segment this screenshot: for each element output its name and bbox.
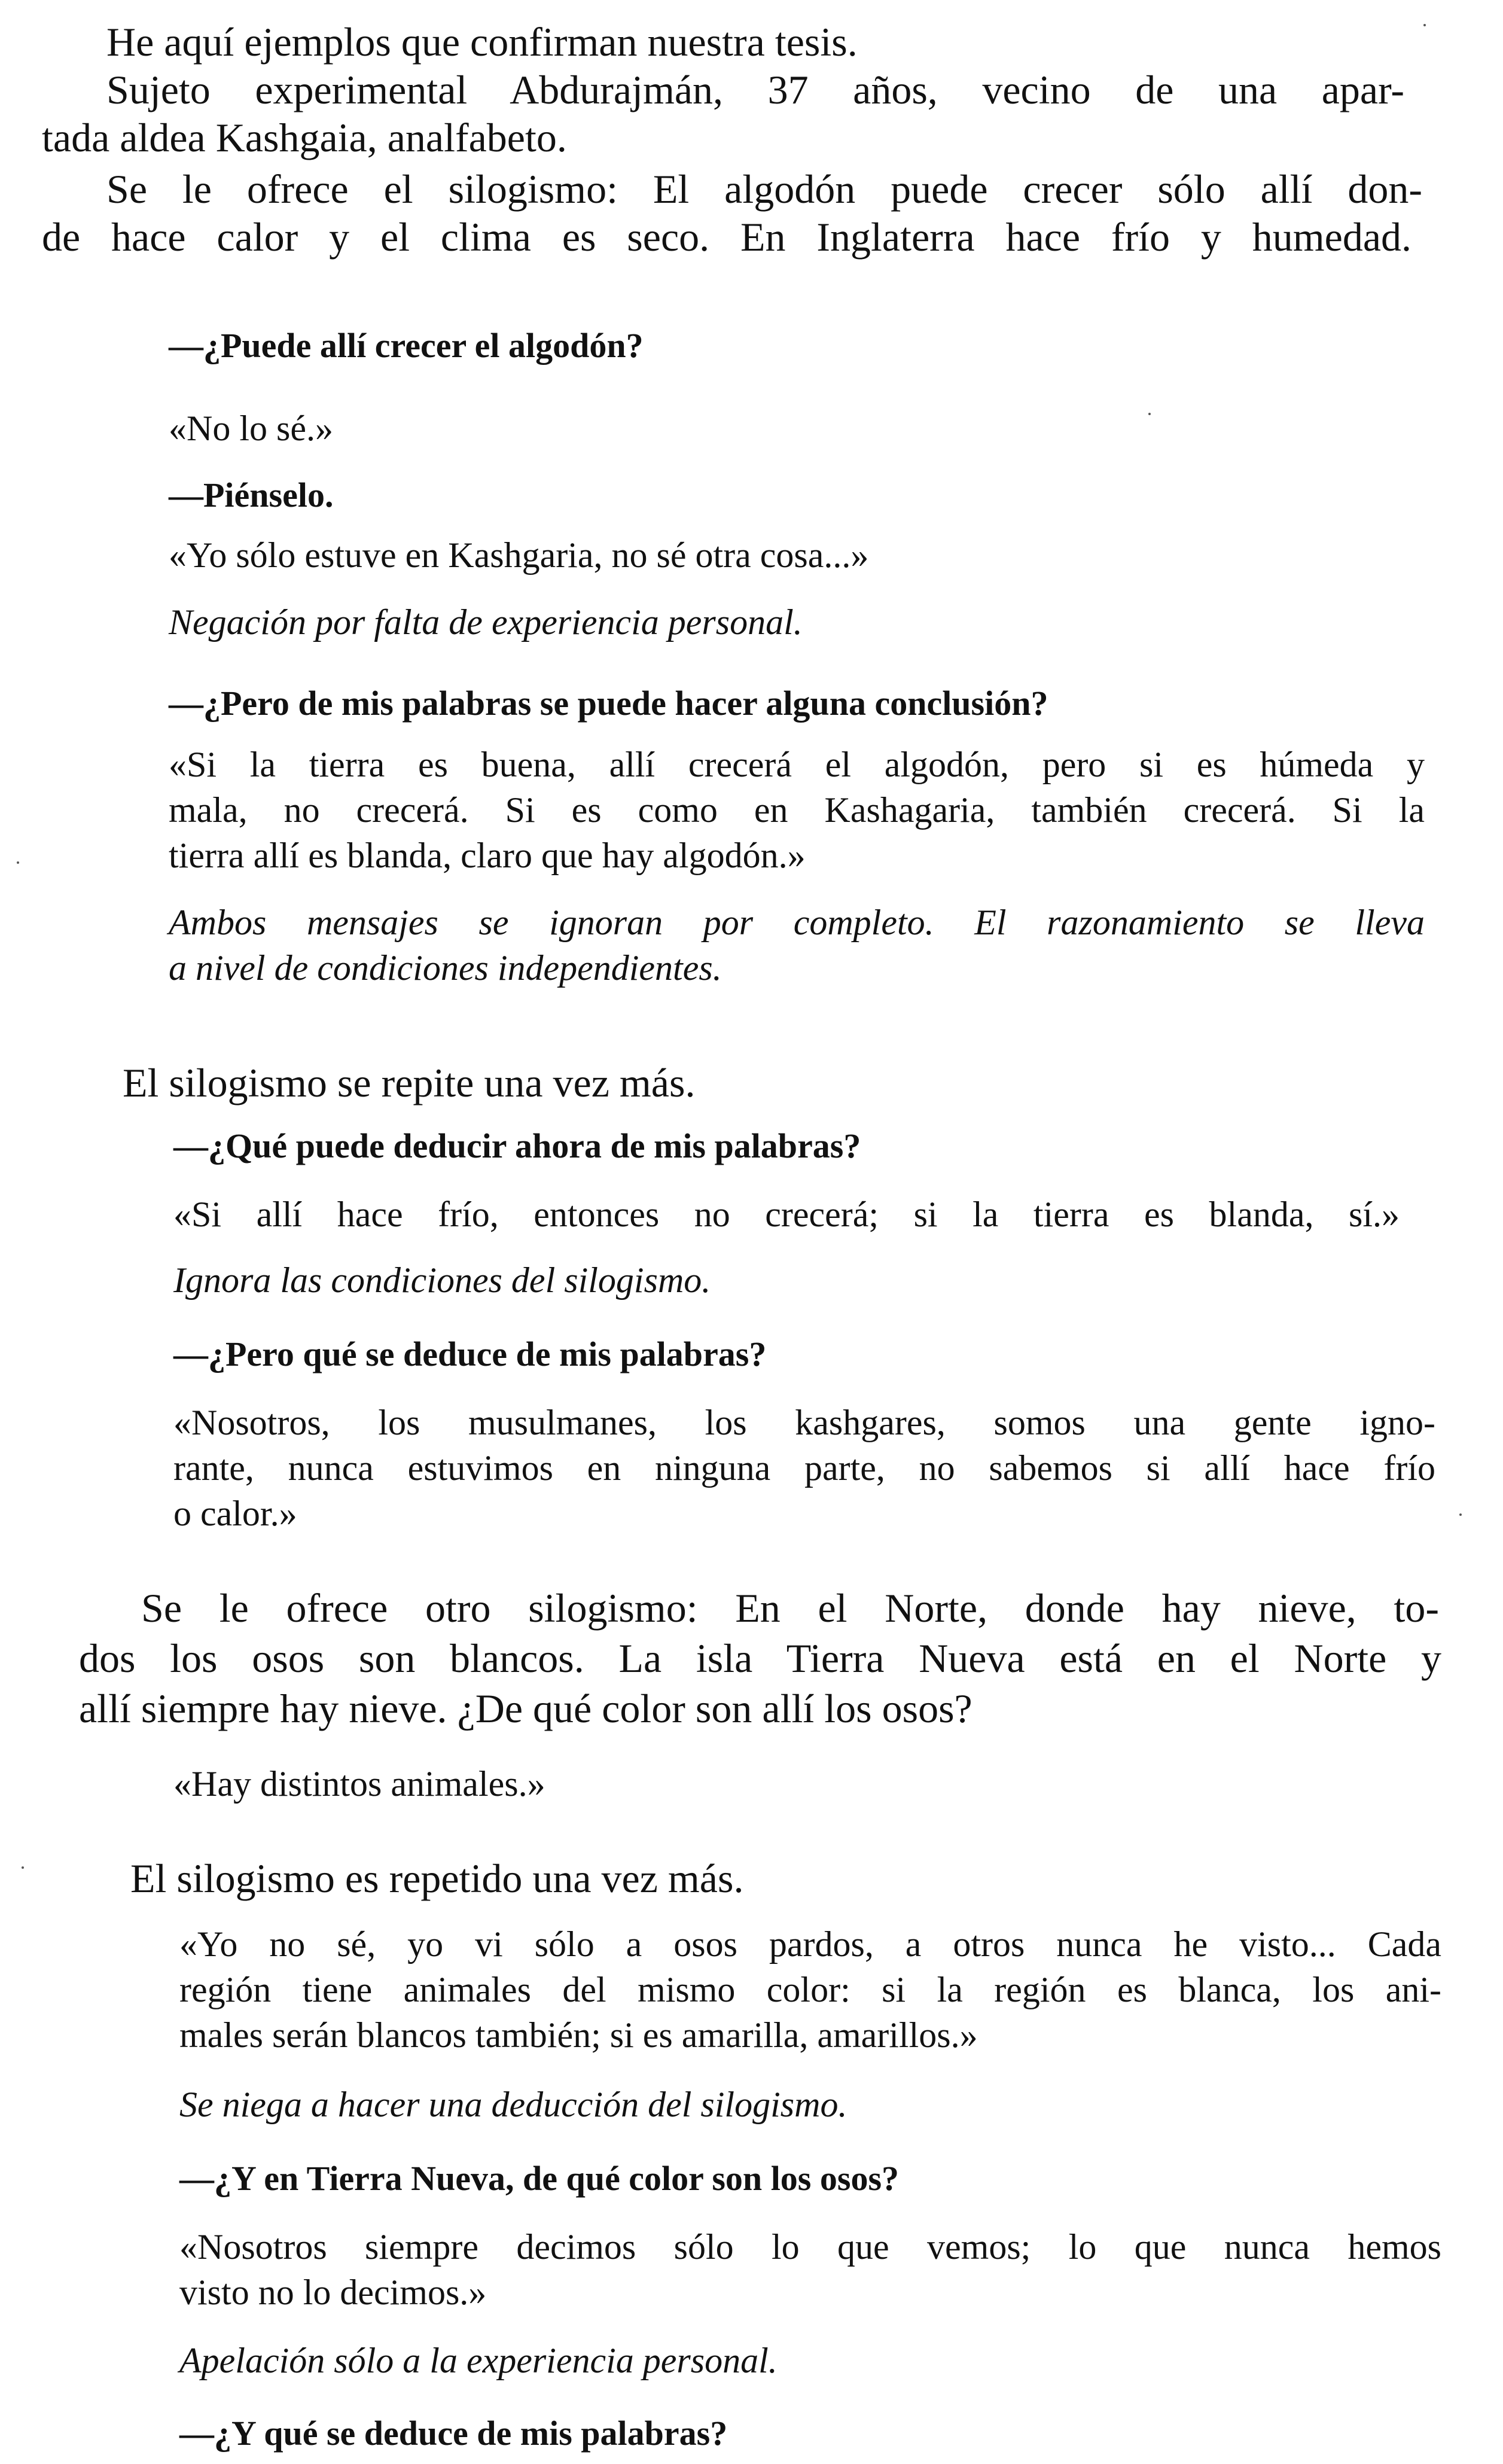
answer-line: «No lo sé.» (169, 409, 333, 448)
body-line: dos los osos son blancos. La isla Tierra Nueva está en el Norte y (79, 1635, 1441, 1681)
answer-line: «Nosotros, los musulmanes, los kashgares, somos una gente igno- (173, 1403, 1435, 1442)
intro-line-4: Se le ofrece el silogismo: El algodón puede crecer sólo allí don- (106, 166, 1422, 212)
answer-line: región tiene animales del mismo color: si la región es blanca, los ani- (179, 1970, 1441, 2009)
answer-line: «Hay distintos animales.» (173, 1764, 545, 1804)
question-line: —¿Y qué se deduce de mis palabras? (179, 2414, 728, 2453)
intro-line-5: de hace calor y el clima es seco. En Inglaterra hace frío y humedad. (42, 214, 1411, 260)
comment-line: Negación por falta de experiencia personal. (169, 602, 803, 642)
scan-speck (1423, 24, 1426, 26)
question-line: —Piénselo. (169, 476, 334, 514)
scan-speck (22, 1866, 24, 1869)
comment-line: Ignora las condiciones del silogismo. (173, 1260, 711, 1300)
scan-speck (1459, 1513, 1462, 1516)
body-line: El silogismo se repite una vez más. (123, 1060, 696, 1105)
answer-line: «Nosotros siempre decimos sólo lo que vemos; lo que nunca hemos (179, 2227, 1441, 2267)
question-line: —¿Y en Tierra Nueva, de qué color son los osos? (179, 2159, 900, 2198)
answer-line: rante, nunca estuvimos en ninguna parte, no sabemos si allí hace frío (173, 1448, 1435, 1488)
answer-line: «Yo no sé, yo vi sólo a osos pardos, a otros nunca he visto... Cada (179, 1924, 1441, 1964)
question-line: —¿Pero qué se deduce de mis palabras? (173, 1335, 767, 1373)
answer-line: o calor.» (173, 1494, 297, 1533)
body-line: El silogismo es repetido una vez más. (130, 1856, 744, 1901)
body-line: Se le ofrece otro silogismo: En el Norte, donde hay nieve, to- (141, 1585, 1439, 1631)
answer-line: mala, no crecerá. Si es como en Kashagaria, también crecerá. Si la (169, 790, 1425, 830)
intro-line-3: tada aldea Kashgaia, analfabeto. (42, 115, 567, 160)
answer-line: «Si la tierra es buena, allí crecerá el algodón, pero si es húmeda y (169, 745, 1425, 784)
comment-line: Apelación sólo a la experiencia personal. (179, 2341, 778, 2380)
body-line: allí siempre hay nieve. ¿De qué color son allí los osos? (79, 1686, 972, 1731)
scan-speck (1148, 413, 1151, 415)
question-line: —¿Pero de mis palabras se puede hacer alguna conclusión? (169, 684, 1048, 723)
question-line: —¿Qué puede deducir ahora de mis palabras? (173, 1126, 861, 1165)
comment-line: a nivel de condiciones independientes. (169, 948, 722, 988)
intro-line-1: He aquí ejemplos que confirman nuestra tesis. (106, 19, 858, 65)
answer-line: «Yo sólo estuve en Kashgaria, no sé otra cosa...» (169, 535, 869, 575)
intro-line-2: Sujeto experimental Abdurajmán, 37 años, vecino de una apar- (106, 67, 1404, 112)
comment-line: Se niega a hacer una deducción del silogismo. (179, 2085, 847, 2124)
question-line: —¿Puede allí crecer el algodón? (169, 326, 644, 365)
answer-line: tierra allí es blanda, claro que hay algodón.» (169, 836, 806, 875)
comment-line: Ambos mensajes se ignoran por completo. El razonamiento se lleva (169, 903, 1425, 942)
answer-line: «Si allí hace frío, entonces no crecerá; si la tierra es blanda, sí.» (173, 1195, 1400, 1234)
answer-line: males serán blancos también; si es amarilla, amarillos.» (179, 2015, 978, 2055)
answer-line: visto no lo decimos.» (179, 2273, 487, 2312)
scan-speck (17, 861, 19, 864)
